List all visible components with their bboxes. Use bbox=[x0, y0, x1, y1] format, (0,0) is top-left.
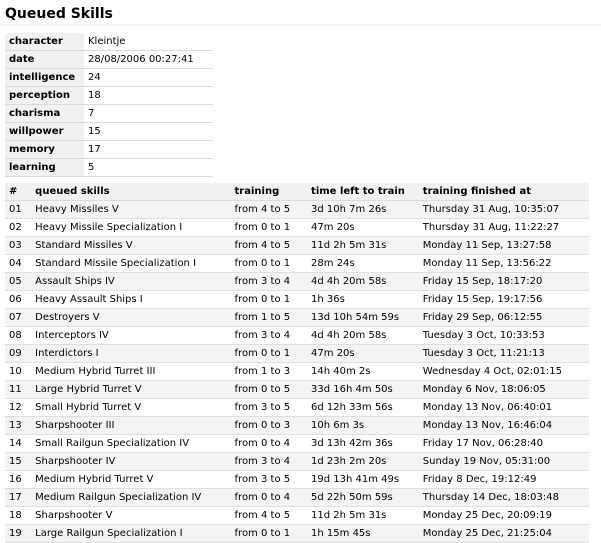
character-row bbox=[5, 69, 213, 87]
skill-number: 16 bbox=[5, 471, 31, 489]
skill-time-left: 4d 4h 20m 58s bbox=[307, 273, 419, 291]
skill-training: from 0 to 3 bbox=[231, 417, 308, 435]
character-attr-value: 28/08/2006 00:27:41 bbox=[84, 51, 213, 69]
skill-name: Medium Railgun Specialization IV bbox=[31, 489, 230, 507]
table-row bbox=[5, 399, 589, 417]
skill-number: 03 bbox=[5, 237, 31, 255]
skill-finished-at: Monday 6 Nov, 18:06:05 bbox=[419, 381, 589, 399]
character-attr-value: 24 bbox=[84, 69, 213, 87]
skill-name: Medium Hybrid Turret III bbox=[31, 363, 230, 381]
table-row bbox=[5, 237, 589, 255]
skill-time-left: 4d 4h 20m 58s bbox=[307, 327, 419, 345]
table-row bbox=[5, 219, 589, 237]
skill-training: from 0 to 1 bbox=[231, 255, 308, 273]
skill-name: Medium Hybrid Turret V bbox=[31, 471, 230, 489]
character-attr-label: intelligence bbox=[5, 69, 84, 87]
header-queued-skills: queued skills bbox=[31, 183, 230, 201]
character-attr-value: Kleintje bbox=[84, 33, 213, 51]
skill-name: Heavy Missiles V bbox=[31, 201, 230, 219]
skill-number: 07 bbox=[5, 309, 31, 327]
table-row bbox=[5, 507, 589, 525]
skill-time-left: 10h 6m 3s bbox=[307, 417, 419, 435]
skill-finished-at: Monday 13 Nov, 06:40:01 bbox=[419, 399, 589, 417]
skill-number: 12 bbox=[5, 399, 31, 417]
character-attr-value: 15 bbox=[84, 123, 213, 141]
skill-time-left: 47m 20s bbox=[307, 345, 419, 363]
table-row bbox=[5, 471, 589, 489]
skill-training: from 3 to 5 bbox=[231, 471, 308, 489]
skill-time-left: 13d 10h 54m 59s bbox=[307, 309, 419, 327]
skill-number: 04 bbox=[5, 255, 31, 273]
skill-name: Sharpshooter IV bbox=[31, 453, 230, 471]
skill-time-left: 6d 12h 33m 56s bbox=[307, 399, 419, 417]
skill-training: from 1 to 5 bbox=[231, 309, 308, 327]
skill-finished-at: Friday 15 Sep, 19:17:56 bbox=[419, 291, 589, 309]
character-row bbox=[5, 141, 213, 159]
skill-finished-at: Thursday 31 Aug, 11:22:27 bbox=[419, 219, 589, 237]
character-attr-value: 5 bbox=[84, 159, 213, 177]
table-row bbox=[5, 453, 589, 471]
skill-time-left: 5d 22h 50m 59s bbox=[307, 489, 419, 507]
skill-training: from 0 to 1 bbox=[231, 525, 308, 543]
character-attr-label: character bbox=[5, 33, 84, 51]
skill-training: from 0 to 5 bbox=[231, 381, 308, 399]
skill-time-left: 3d 13h 42m 36s bbox=[307, 435, 419, 453]
skill-finished-at: Monday 25 Dec, 20:09:19 bbox=[419, 507, 589, 525]
character-attr-label: perception bbox=[5, 87, 84, 105]
skill-time-left: 1h 15m 45s bbox=[307, 525, 419, 543]
skill-number: 13 bbox=[5, 417, 31, 435]
skill-finished-at: Monday 25 Dec, 21:25:04 bbox=[419, 525, 589, 543]
character-attr-label: date bbox=[5, 51, 84, 69]
table-row bbox=[5, 435, 589, 453]
table-row bbox=[5, 345, 589, 363]
skill-number: 06 bbox=[5, 291, 31, 309]
skill-training: from 3 to 5 bbox=[231, 399, 308, 417]
character-attr-value: 18 bbox=[84, 87, 213, 105]
character-row bbox=[5, 87, 213, 105]
skill-finished-at: Sunday 19 Nov, 05:31:00 bbox=[419, 453, 589, 471]
skill-finished-at: Thursday 31 Aug, 10:35:07 bbox=[419, 201, 589, 219]
skill-name: Small Railgun Specialization IV bbox=[31, 435, 230, 453]
character-row bbox=[5, 105, 213, 123]
skill-finished-at: Monday 11 Sep, 13:56:22 bbox=[419, 255, 589, 273]
skill-finished-at: Friday 29 Sep, 06:12:55 bbox=[419, 309, 589, 327]
skill-training: from 0 to 1 bbox=[231, 291, 308, 309]
skill-finished-at: Friday 15 Sep, 18:17:20 bbox=[419, 273, 589, 291]
table-row bbox=[5, 381, 589, 399]
skill-time-left: 11d 2h 5m 31s bbox=[307, 237, 419, 255]
skill-number: 18 bbox=[5, 507, 31, 525]
table-row bbox=[5, 363, 589, 381]
skill-training: from 0 to 1 bbox=[231, 219, 308, 237]
table-row bbox=[5, 417, 589, 435]
skill-name: Large Railgun Specialization I bbox=[31, 525, 230, 543]
skill-time-left: 3d 10h 7m 26s bbox=[307, 201, 419, 219]
skill-name: Small Hybrid Turret V bbox=[31, 399, 230, 417]
skill-time-left: 28m 24s bbox=[307, 255, 419, 273]
skill-time-left: 19d 13h 41m 49s bbox=[307, 471, 419, 489]
skill-finished-at: Wednesday 4 Oct, 02:01:15 bbox=[419, 363, 589, 381]
skill-time-left: 47m 20s bbox=[307, 219, 419, 237]
header-finished-at: training finished at bbox=[419, 183, 589, 201]
table-row bbox=[5, 327, 589, 345]
skill-name: Heavy Assault Ships I bbox=[31, 291, 230, 309]
skill-name: Standard Missiles V bbox=[31, 237, 230, 255]
table-row bbox=[5, 273, 589, 291]
table-row bbox=[5, 201, 589, 219]
skills-header-row bbox=[5, 183, 589, 201]
character-attr-value: 17 bbox=[84, 141, 213, 159]
skill-training: from 4 to 5 bbox=[231, 201, 308, 219]
skill-training: from 0 to 4 bbox=[231, 435, 308, 453]
skill-finished-at: Tuesday 3 Oct, 10:33:53 bbox=[419, 327, 589, 345]
character-row bbox=[5, 123, 213, 141]
skill-number: 14 bbox=[5, 435, 31, 453]
skill-name: Interdictors I bbox=[31, 345, 230, 363]
skill-finished-at: Tuesday 3 Oct, 11:21:13 bbox=[419, 345, 589, 363]
page-title: Queued Skills bbox=[5, 6, 113, 22]
skill-number: 08 bbox=[5, 327, 31, 345]
table-row bbox=[5, 309, 589, 327]
skill-name: Destroyers V bbox=[31, 309, 230, 327]
skill-number: 15 bbox=[5, 453, 31, 471]
skill-time-left: 1d 23h 2m 20s bbox=[307, 453, 419, 471]
table-row bbox=[5, 291, 589, 309]
skill-training: from 0 to 4 bbox=[231, 489, 308, 507]
table-row bbox=[5, 525, 589, 543]
skill-number: 02 bbox=[5, 219, 31, 237]
character-attr-label: memory bbox=[5, 141, 84, 159]
skill-training: from 1 to 3 bbox=[231, 363, 308, 381]
skill-number: 19 bbox=[5, 525, 31, 543]
skill-finished-at: Monday 11 Sep, 13:27:58 bbox=[419, 237, 589, 255]
skill-time-left: 14h 40m 2s bbox=[307, 363, 419, 381]
skill-name: Sharpshooter III bbox=[31, 417, 230, 435]
header-number: # bbox=[5, 183, 31, 201]
skill-training: from 3 to 4 bbox=[231, 453, 308, 471]
header-time-left: time left to train bbox=[307, 183, 419, 201]
header-training: training bbox=[231, 183, 308, 201]
skill-finished-at: Friday 8 Dec, 19:12:49 bbox=[419, 471, 589, 489]
character-attr-label: learning bbox=[5, 159, 84, 177]
skill-finished-at: Monday 13 Nov, 16:46:04 bbox=[419, 417, 589, 435]
skill-training: from 3 to 4 bbox=[231, 273, 308, 291]
skill-finished-at: Friday 17 Nov, 06:28:40 bbox=[419, 435, 589, 453]
skill-number: 10 bbox=[5, 363, 31, 381]
skill-training: from 3 to 4 bbox=[231, 327, 308, 345]
character-attr-value: 7 bbox=[84, 105, 213, 123]
skill-training: from 4 to 5 bbox=[231, 507, 308, 525]
skill-finished-at: Thursday 14 Dec, 18:03:48 bbox=[419, 489, 589, 507]
skill-name: Large Hybrid Turret V bbox=[31, 381, 230, 399]
skill-training: from 0 to 1 bbox=[231, 345, 308, 363]
queued-skills-table bbox=[5, 183, 589, 543]
character-row bbox=[5, 51, 213, 69]
skill-number: 05 bbox=[5, 273, 31, 291]
character-row bbox=[5, 33, 213, 51]
skill-name: Standard Missile Specialization I bbox=[31, 255, 230, 273]
skill-name: Interceptors IV bbox=[31, 327, 230, 345]
skill-time-left: 1h 36s bbox=[307, 291, 419, 309]
character-info-table bbox=[5, 33, 213, 177]
title-bar bbox=[0, 5, 601, 25]
character-row bbox=[5, 159, 213, 177]
skill-name: Sharpshooter V bbox=[31, 507, 230, 525]
skill-number: 09 bbox=[5, 345, 31, 363]
character-attr-label: willpower bbox=[5, 123, 84, 141]
skill-number: 01 bbox=[5, 201, 31, 219]
skill-time-left: 11d 2h 5m 31s bbox=[307, 507, 419, 525]
table-row bbox=[5, 489, 589, 507]
skill-name: Heavy Missile Specialization I bbox=[31, 219, 230, 237]
table-row bbox=[5, 255, 589, 273]
skill-number: 11 bbox=[5, 381, 31, 399]
skill-number: 17 bbox=[5, 489, 31, 507]
skill-name: Assault Ships IV bbox=[31, 273, 230, 291]
skill-training: from 4 to 5 bbox=[231, 237, 308, 255]
character-attr-label: charisma bbox=[5, 105, 84, 123]
skill-time-left: 33d 16h 4m 50s bbox=[307, 381, 419, 399]
